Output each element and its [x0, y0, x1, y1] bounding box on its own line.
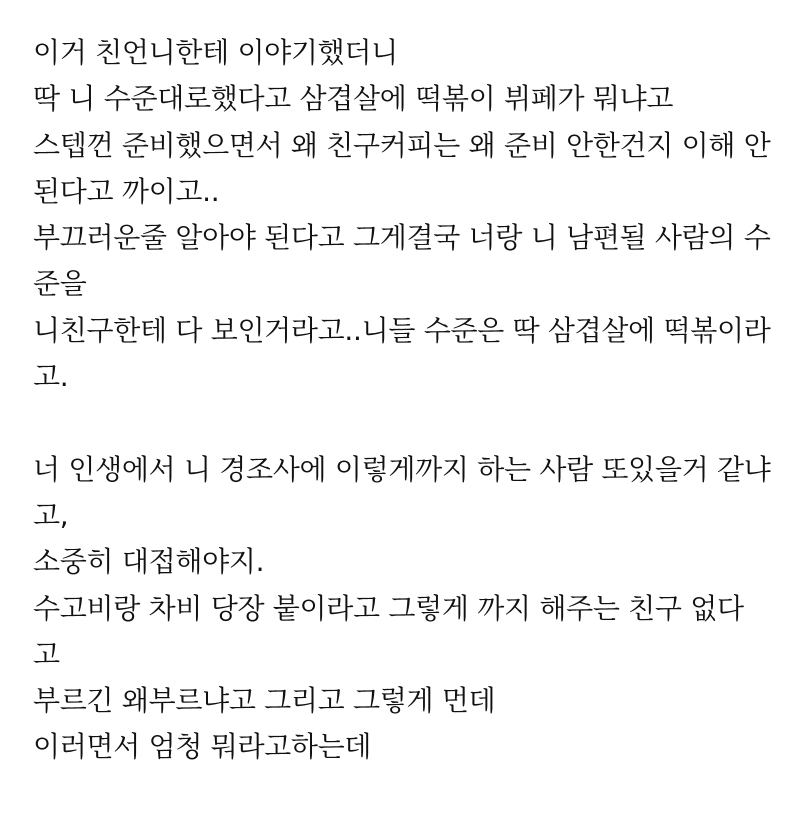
text-line: 된다고 까이고..: [33, 174, 220, 208]
text-line: 고,: [33, 498, 69, 532]
message-text-body: [33, 30, 773, 771]
text-line: 이거 친언니한테 이야기했더니: [33, 36, 398, 69]
text-line: 부끄러운줄 알아야 된다고 그게결국 너랑 니 남편될 사람의 수: [33, 221, 771, 255]
text-line: 딱 니 수준대로했다고 삼겹살에 떡볶이 뷔페가 뭐냐고: [33, 82, 674, 116]
blank-line: [33, 400, 773, 446]
text-line: 소중히 대접해야지.: [33, 545, 265, 579]
text-line: 너 인생에서 니 경조사에 이렇게까지 하는 사람 또있을거 같냐: [33, 452, 771, 486]
text-line: 고.: [33, 360, 69, 394]
text-line: 고: [33, 637, 60, 671]
text-line: 부르긴 왜부르냐고 그리고 그렇게 먼데: [33, 684, 496, 718]
text-line: 스텝껀 준비했으면서 왜 친구커피는 왜 준비 안한건지 이해 안: [33, 128, 771, 162]
text-line: 니친구한테 다 보인거라고..니들 수준은 딱 삼겹살에 떡볶이라: [33, 313, 771, 347]
text-line: 수고비랑 차비 당장 붙이라고 그렇게 까지 해주는 친구 없다: [33, 591, 744, 625]
text-line: 준을: [33, 267, 87, 301]
text-line: 이러면서 엄청 뭐라고하는데: [33, 730, 372, 764]
